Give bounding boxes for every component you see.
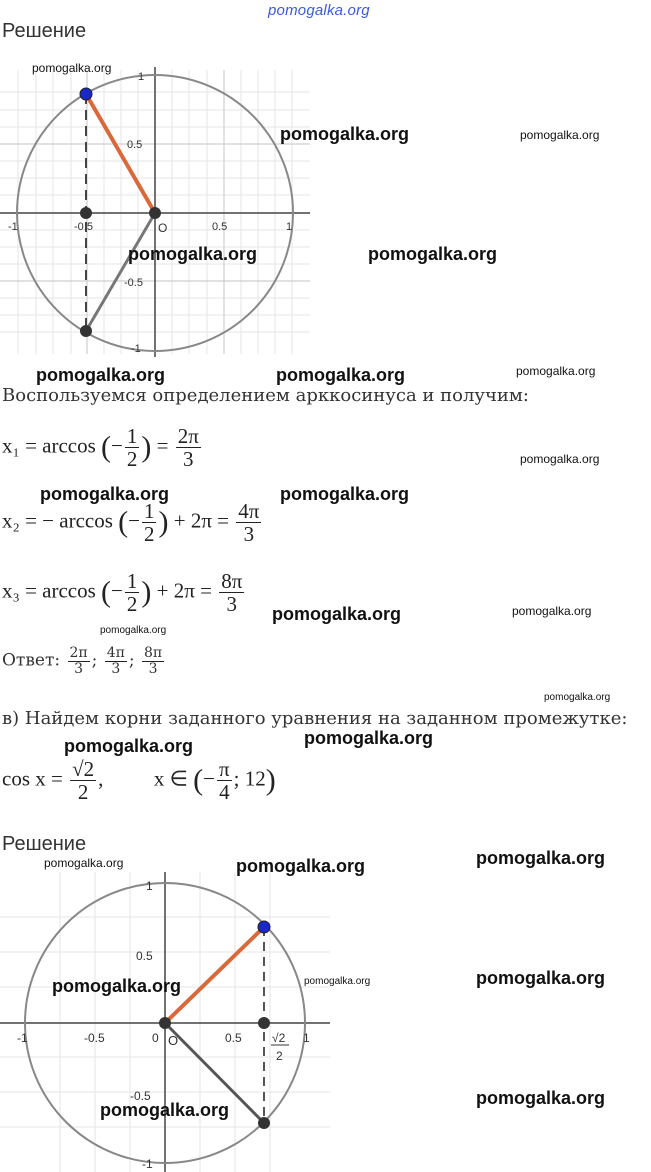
tick-label: -0.5 <box>84 1031 105 1045</box>
watermark[interactable]: pomogalka.org <box>40 484 170 504</box>
eq-sign: = <box>156 433 169 458</box>
watermark[interactable]: pomogalka.org <box>236 856 366 876</box>
tick-label: 1 <box>286 221 293 233</box>
equation-x2: x₂ = − arccos (− $\frac{1}{2}$ ) + 2π = $\frac{4\pi}{3}$ <box>2 499 260 547</box>
frac-num: 1 <box>126 569 138 593</box>
tick-label: 0.5 <box>212 221 228 233</box>
eq-lhs: x₃ = arccos <box>2 578 96 603</box>
fraction <box>125 570 140 615</box>
frac-num: √2 <box>72 757 95 781</box>
tick-label: 1 <box>146 879 153 893</box>
equation-x3: x₃ = arccos (− $\frac{1}{2}$ ) + 2π = $\frac{8\pi}{3}$ <box>2 569 243 617</box>
tick-label: -0.5 <box>130 1089 151 1103</box>
frac-num: 1 <box>126 424 138 448</box>
tick-label: -1 <box>17 1031 28 1045</box>
frac-den: 3 <box>74 660 84 677</box>
frac-den: 3 <box>148 660 158 677</box>
fraction <box>219 570 244 615</box>
answer-frac <box>68 646 90 676</box>
point-blue <box>258 921 270 933</box>
sqrt2-den: 2 <box>276 1049 283 1063</box>
tick-label: -1 <box>142 1157 153 1171</box>
answer-line: Ответ: $\frac{2\pi}{3}$ ; $\frac{4\pi}{3}$ ; $\frac{8\pi}{3}$ <box>2 645 163 677</box>
frac-num: 8π <box>144 645 163 661</box>
interval-end: ; 12 <box>233 766 266 791</box>
frac-num: 4π <box>106 645 125 661</box>
tick-label: 0.5 <box>136 949 153 963</box>
point-lower <box>80 325 92 337</box>
watermark[interactable]: pomogalka.org <box>36 365 166 385</box>
watermark[interactable]: pomogalka.org <box>280 124 410 144</box>
watermark[interactable]: pomogalka.org <box>32 61 112 75</box>
paren-right: ) <box>158 505 169 539</box>
watermark[interactable]: pomogalka.org <box>100 1100 230 1120</box>
frac-num: 4π <box>238 499 260 523</box>
tick-label: 0.5 <box>225 1031 242 1045</box>
frac-den: 4 <box>219 780 230 805</box>
frac-den: 3 <box>183 447 194 472</box>
fraction <box>236 500 261 545</box>
solution-heading-1: Решение <box>2 20 87 42</box>
point-origin <box>149 207 161 219</box>
equation-x1: x₁ = arccos (− $\frac{1}{2}$ ) = $\frac{2\pi}{3}$ <box>2 424 199 472</box>
frac-den: 3 <box>243 522 255 547</box>
watermark[interactable]: pomogalka.org <box>516 364 596 378</box>
frac-num: 8π <box>221 569 243 593</box>
watermark[interactable]: pomogalka.org <box>544 692 611 703</box>
fraction <box>217 758 232 803</box>
fraction <box>142 500 157 545</box>
watermark[interactable]: pomogalka.org <box>476 968 606 988</box>
frac-num: 1 <box>143 499 155 523</box>
watermark-top[interactable]: pomogalka.org <box>268 2 370 19</box>
frac-den: 3 <box>226 592 237 617</box>
fraction <box>125 425 140 470</box>
answer-label: Ответ: <box>2 650 61 671</box>
eq-lhs: cos x = <box>2 766 63 791</box>
watermark[interactable]: pomogalka.org <box>520 452 600 466</box>
answer-frac <box>105 646 127 676</box>
point-projection <box>258 1017 270 1029</box>
watermark[interactable]: pomogalka.org <box>512 604 592 618</box>
tick-label: 0.5 <box>127 139 143 151</box>
section-b-title: в) Найдем корни заданного уравнения на заданном промежутке: <box>2 708 628 729</box>
watermark[interactable]: pomogalka.org <box>476 848 606 868</box>
eq-lhs: x₁ = arccos <box>2 433 96 458</box>
frac-num: 2π <box>69 645 88 661</box>
arccos-text: Воспользуемся определением арккосинуса и получим: <box>2 385 529 406</box>
interval-lhs: x ∈ <box>153 766 188 791</box>
comma: , <box>98 766 104 791</box>
fraction <box>70 758 96 803</box>
point-origin <box>159 1017 171 1029</box>
point-blue <box>80 88 92 100</box>
watermark[interactable]: pomogalka.org <box>52 976 182 996</box>
tick-label: 0 <box>152 1031 159 1045</box>
equation-cos: cos x = $\frac{√2}{2}$ , x ∈ (− $\frac{\pi}{4}$ ; 12) <box>2 757 276 805</box>
frac-den: 3 <box>111 660 121 677</box>
answer-frac <box>142 646 164 676</box>
watermark[interactable]: pomogalka.org <box>368 244 498 264</box>
watermark[interactable]: pomogalka.org <box>100 625 167 636</box>
watermark[interactable]: pomogalka.org <box>304 976 371 987</box>
paren-left: ( <box>101 575 112 609</box>
unit-circle-graph-1 <box>0 62 320 360</box>
tick-label: -0.5 <box>124 277 143 289</box>
point-lower <box>258 1117 270 1129</box>
watermark[interactable]: pomogalka.org <box>476 1088 606 1108</box>
paren-left: ( <box>193 763 204 797</box>
watermark[interactable]: pomogalka.org <box>520 128 600 142</box>
eq-plus-2pi: + 2π = <box>156 578 212 603</box>
tick-label: -1 <box>131 343 141 355</box>
paren-left: ( <box>101 430 112 464</box>
tick-label: -0.5 <box>74 221 93 233</box>
sqrt2-num: √2 <box>272 1031 286 1045</box>
paren-right: ) <box>265 763 276 797</box>
solution-heading-2: Решение <box>2 833 87 855</box>
eq-lhs: x₂ = − arccos <box>2 508 113 533</box>
watermark[interactable]: pomogalka.org <box>280 484 410 504</box>
eq-plus-2pi: + 2π = <box>173 508 230 533</box>
tick-label: 1 <box>303 1031 310 1045</box>
watermark[interactable]: pomogalka.org <box>276 365 406 385</box>
fraction <box>176 425 201 470</box>
watermark[interactable]: pomogalka.org <box>128 244 258 264</box>
origin-label: O <box>158 221 168 235</box>
frac-num: 2π <box>177 424 199 448</box>
frac-den: 2 <box>126 592 138 617</box>
watermark[interactable]: pomogalka.org <box>64 736 194 756</box>
watermark[interactable]: pomogalka.org <box>304 728 434 748</box>
paren-left: ( <box>118 505 129 539</box>
tick-label: -1 <box>8 221 18 233</box>
frac-num: π <box>219 757 230 781</box>
watermark[interactable]: pomogalka.org <box>272 604 402 624</box>
unit-circle-graph-2 <box>0 872 340 1172</box>
watermark[interactable]: pomogalka.org <box>44 856 124 870</box>
radius-orange <box>165 927 264 1023</box>
origin-label: O <box>168 1033 179 1048</box>
paren-right: ) <box>141 575 152 609</box>
tick-label: 1 <box>138 71 145 83</box>
frac-den: 2 <box>143 522 155 547</box>
frac-den: 2 <box>126 447 138 472</box>
frac-den: 2 <box>77 780 89 805</box>
point-projection <box>80 207 92 219</box>
paren-right: ) <box>141 430 152 464</box>
